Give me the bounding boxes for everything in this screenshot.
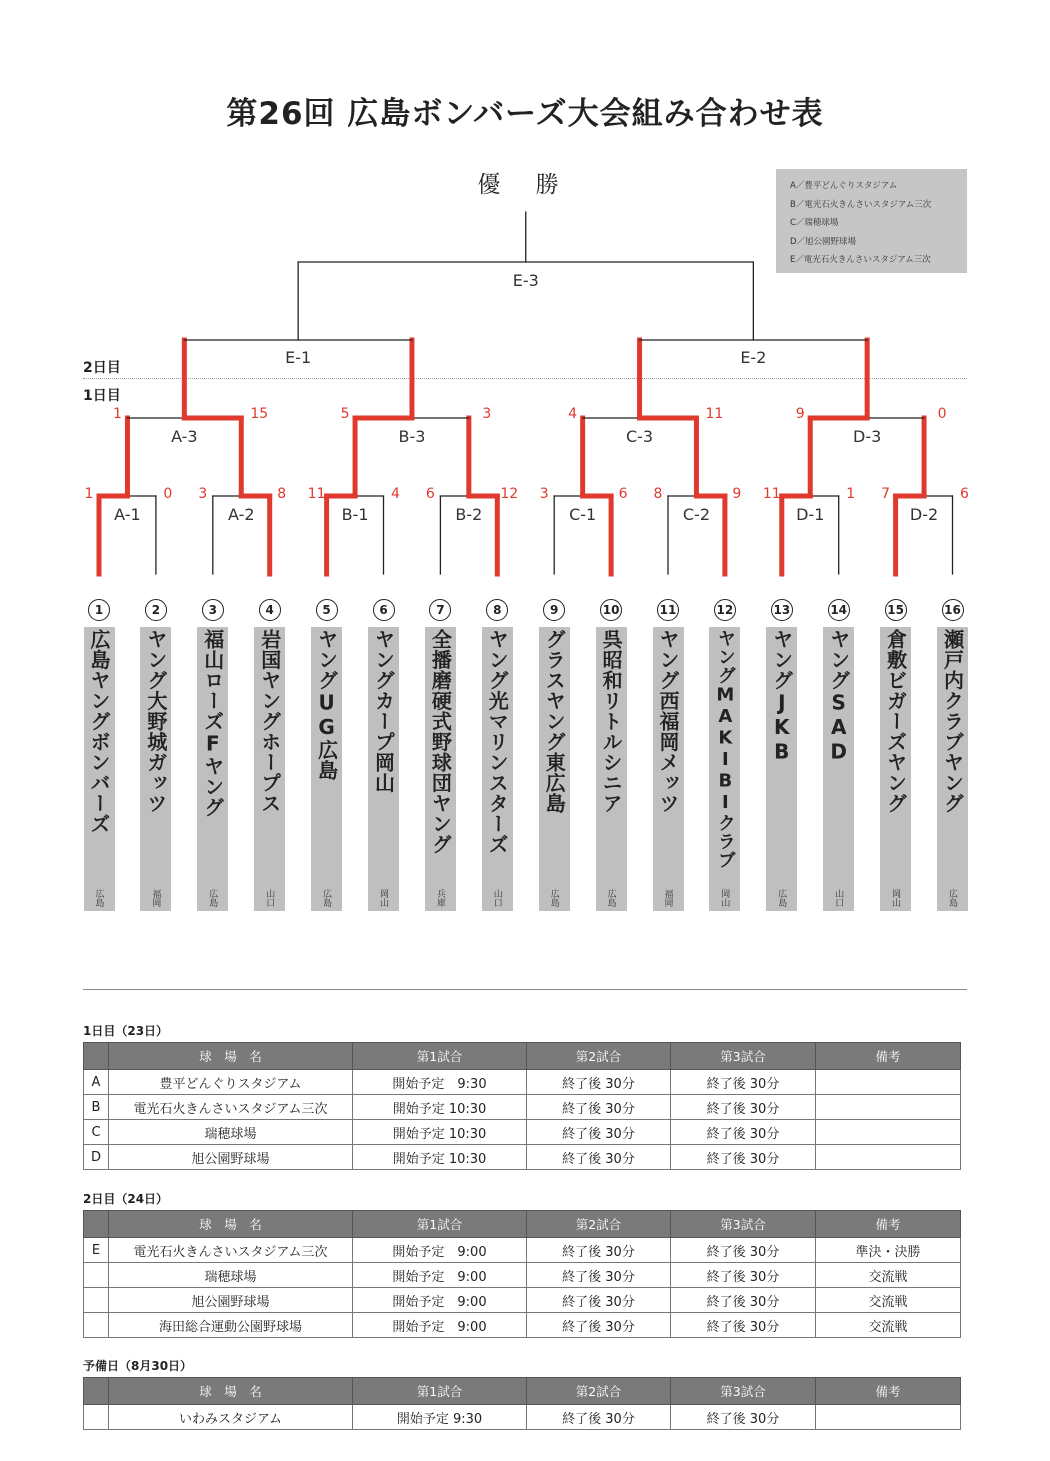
table-header: 球 場 名 xyxy=(109,1211,353,1238)
team-number: 10 xyxy=(600,599,622,621)
team-number: 3 xyxy=(202,599,224,621)
table-header: 第1試合 xyxy=(353,1043,527,1070)
team-number: 2 xyxy=(145,599,167,621)
table-cell: 開始予定 10:30 xyxy=(353,1145,527,1170)
team-name: 全播磨硬式野球団ヤング xyxy=(428,629,453,855)
table-cell xyxy=(84,1313,109,1338)
table-header: 第2試合 xyxy=(527,1043,671,1070)
table-row xyxy=(84,1070,961,1095)
team-name: 瀬戸内クラブヤング xyxy=(940,629,965,814)
team-prefecture: 広島 xyxy=(548,889,559,907)
table-cell: 終了後 30分 xyxy=(671,1238,816,1263)
table-cell xyxy=(816,1095,961,1120)
table-cell: 終了後 30分 xyxy=(527,1238,671,1263)
team-name: 広島ヤングボンバーズ xyxy=(87,629,111,834)
table-cell: 開始予定 9:00 xyxy=(353,1313,527,1338)
team-number: 5 xyxy=(316,599,338,621)
team-number: 14 xyxy=(828,599,850,621)
match-label: B-2 xyxy=(455,505,483,524)
score-label: 3 xyxy=(539,486,549,502)
table-cell: 瑞穂球場 xyxy=(109,1263,353,1288)
table-header: 備考 xyxy=(816,1043,961,1070)
team-prefecture: 岡山 xyxy=(719,889,730,907)
team-card xyxy=(425,627,456,911)
table-cell xyxy=(816,1070,961,1095)
team-card xyxy=(368,627,399,911)
table-cell: 交流戦 xyxy=(816,1263,961,1288)
table-cell: 終了後 30分 xyxy=(671,1405,816,1430)
table-cell: 終了後 30分 xyxy=(527,1145,671,1170)
table-cell: A xyxy=(84,1070,109,1095)
team-prefecture: 広島 xyxy=(93,889,104,907)
table-row xyxy=(84,1238,961,1263)
team-name: ヤング大野城ガッツ xyxy=(143,629,168,814)
match-label: C-3 xyxy=(625,427,654,446)
schedule-table xyxy=(83,1377,961,1430)
legend-item: D／旭公園野球場 xyxy=(790,236,857,247)
team-card xyxy=(311,627,342,911)
score-label: 12 xyxy=(500,486,519,502)
table-cell: 終了後 30分 xyxy=(527,1263,671,1288)
score-label: 4 xyxy=(568,406,578,422)
table-cell xyxy=(816,1405,961,1430)
table-cell: 豊平どんぐりスタジアム xyxy=(109,1070,353,1095)
team-name: 福山ローズFヤング xyxy=(200,629,225,818)
match-label: E-3 xyxy=(512,271,539,290)
table-cell: 交流戦 xyxy=(816,1288,961,1313)
score-label: 6 xyxy=(425,486,435,502)
table-cell xyxy=(816,1120,961,1145)
match-label: A-2 xyxy=(227,505,255,524)
team-name: ヤングカープ岡山 xyxy=(371,629,396,793)
table-cell: 開始予定 9:30 xyxy=(353,1070,527,1095)
table-cell: C xyxy=(84,1120,109,1145)
team-number: 6 xyxy=(373,599,395,621)
table-row xyxy=(84,1120,961,1145)
table-header: 第3試合 xyxy=(671,1378,816,1405)
table-cell: 旭公園野球場 xyxy=(109,1145,353,1170)
team-card xyxy=(482,627,513,911)
team-prefecture: 兵庫 xyxy=(434,889,445,907)
team-card xyxy=(539,627,570,911)
table-cell: 終了後 30分 xyxy=(671,1095,816,1120)
table-header: 第3試合 xyxy=(671,1211,816,1238)
table-cell: 終了後 30分 xyxy=(671,1070,816,1095)
score-label: 9 xyxy=(732,486,742,502)
table-cell xyxy=(84,1288,109,1313)
day1-label: 1日目 xyxy=(83,388,121,404)
team-prefecture: 広島 xyxy=(605,889,616,907)
score-label: 7 xyxy=(881,486,891,502)
match-label: C-1 xyxy=(569,505,597,524)
team-card xyxy=(766,627,797,911)
team-name: 呉昭和リトルシニア xyxy=(599,629,624,814)
table-cell: 終了後 30分 xyxy=(527,1405,671,1430)
score-label: 0 xyxy=(163,486,173,502)
match-label: E-1 xyxy=(285,348,312,367)
table-header: 球 場 名 xyxy=(109,1043,353,1070)
table-cell: E xyxy=(84,1238,109,1263)
score-label: 1 xyxy=(846,486,856,502)
team-number: 8 xyxy=(486,599,508,621)
team-card xyxy=(709,627,740,911)
table-cell: 終了後 30分 xyxy=(671,1313,816,1338)
table-row xyxy=(84,1405,961,1430)
table-cell: 旭公園野球場 xyxy=(109,1288,353,1313)
table-cell: 終了後 30分 xyxy=(671,1145,816,1170)
champion-label: 優 勝 xyxy=(477,172,573,198)
table-cell: 開始予定 9:00 xyxy=(353,1263,527,1288)
score-label: 6 xyxy=(960,486,969,502)
team-name: ヤングSAD xyxy=(826,629,851,764)
table-cell: 準決・決勝 xyxy=(816,1238,961,1263)
team-number: 16 xyxy=(942,599,964,621)
team-name: ヤング光マリンスターズ xyxy=(485,629,510,855)
team-prefecture: 岡山 xyxy=(890,889,901,907)
match-label: B-3 xyxy=(398,427,426,446)
table-cell: 交流戦 xyxy=(816,1313,961,1338)
team-number: 12 xyxy=(714,599,736,621)
team-prefecture: 山口 xyxy=(491,889,502,907)
team-card xyxy=(937,627,968,911)
score-label: 5 xyxy=(340,406,350,422)
table-cell: B xyxy=(84,1095,109,1120)
score-label: 4 xyxy=(391,486,400,502)
table-header: 第3試合 xyxy=(671,1043,816,1070)
score-label: 8 xyxy=(653,486,663,502)
score-label: 15 xyxy=(250,406,269,422)
table-cell xyxy=(84,1263,109,1288)
team-prefecture: 広島 xyxy=(947,889,957,907)
table-cell: 瑞穂球場 xyxy=(109,1120,353,1145)
table-header: 備考 xyxy=(816,1378,961,1405)
table-header xyxy=(84,1043,109,1070)
table-header xyxy=(84,1378,109,1405)
team-name: ヤングJKB xyxy=(769,629,794,764)
score-label: 0 xyxy=(937,406,947,422)
team-name: ヤング西福岡メッツ xyxy=(656,629,680,814)
table-cell: 終了後 30分 xyxy=(527,1120,671,1145)
table-cell: D xyxy=(84,1145,109,1170)
legend-item: E／電光石火きんさいスタジアム三次 xyxy=(790,255,931,265)
table-header xyxy=(84,1211,109,1238)
table-cell: いわみスタジアム xyxy=(109,1405,353,1430)
schedule-day-title: 予備日（8月30日） xyxy=(83,1359,193,1373)
score-label: 1 xyxy=(84,486,94,502)
table-cell: 開始予定 10:30 xyxy=(353,1095,527,1120)
schedule-table xyxy=(83,1210,961,1338)
page-title: 第26回 広島ボンバーズ大会組み合わせ表 xyxy=(226,96,824,132)
team-card xyxy=(254,627,285,911)
table-cell: 電光石火きんさいスタジアム三次 xyxy=(109,1238,353,1263)
team-number: 4 xyxy=(259,599,281,621)
match-label: C-2 xyxy=(682,505,710,524)
schedule-table xyxy=(83,1042,961,1170)
match-label: D-2 xyxy=(909,505,939,524)
team-prefecture: 福岡 xyxy=(150,889,161,907)
table-header: 第1試合 xyxy=(353,1378,527,1405)
table-cell: 終了後 30分 xyxy=(671,1120,816,1145)
team-prefecture: 山口 xyxy=(833,889,844,907)
team-card xyxy=(596,627,627,911)
team-number: 7 xyxy=(429,599,451,621)
score-label: 11 xyxy=(762,486,781,502)
table-row xyxy=(84,1313,961,1338)
score-label: 3 xyxy=(198,486,208,502)
table-cell: 開始予定 10:30 xyxy=(353,1120,527,1145)
table-header: 第1試合 xyxy=(353,1211,527,1238)
team-name: グラスヤング東広島 xyxy=(542,629,567,814)
match-label: D-3 xyxy=(853,427,882,446)
match-label: D-1 xyxy=(796,505,825,524)
table-header: 備考 xyxy=(816,1211,961,1238)
match-label: A-3 xyxy=(171,427,198,446)
team-card xyxy=(84,627,115,911)
team-name: ヤングUG広島 xyxy=(314,629,339,781)
table-header: 球 場 名 xyxy=(109,1378,353,1405)
schedule-day-title: 1日目（23日） xyxy=(83,1024,169,1038)
score-label: 9 xyxy=(795,406,805,422)
team-number: 1 xyxy=(88,599,110,621)
table-cell: 終了後 30分 xyxy=(527,1095,671,1120)
team-card xyxy=(140,627,171,911)
team-name: ヤングMAKIBIクラブ xyxy=(714,629,736,869)
table-row xyxy=(84,1288,961,1313)
table-header: 第2試合 xyxy=(527,1378,671,1405)
table-header: 第2試合 xyxy=(527,1211,671,1238)
team-number: 13 xyxy=(771,599,793,621)
table-cell: 開始予定 9:00 xyxy=(353,1288,527,1313)
legend-item: A／豊平どんぐりスタジアム xyxy=(790,181,898,191)
table-cell: 終了後 30分 xyxy=(671,1288,816,1313)
table-cell xyxy=(816,1145,961,1170)
score-label: 11 xyxy=(307,486,326,502)
team-card xyxy=(197,627,228,911)
schedule-day-title: 2日目（24日） xyxy=(83,1192,169,1206)
team-prefecture: 山口 xyxy=(264,889,275,907)
table-cell: 終了後 30分 xyxy=(527,1070,671,1095)
table-row xyxy=(84,1095,961,1120)
table-cell: 開始予定 9:30 xyxy=(353,1405,527,1430)
team-prefecture: 福岡 xyxy=(662,889,673,907)
score-label: 1 xyxy=(112,406,122,422)
team-prefecture: 広島 xyxy=(207,889,218,907)
table-cell: 終了後 30分 xyxy=(527,1313,671,1338)
team-number: 9 xyxy=(543,599,565,621)
match-label: E-2 xyxy=(740,348,767,367)
table-cell: 終了後 30分 xyxy=(671,1263,816,1288)
team-number: 15 xyxy=(885,599,907,621)
team-card xyxy=(880,627,911,911)
match-label: B-1 xyxy=(341,505,369,524)
team-card xyxy=(823,627,854,911)
table-row xyxy=(84,1263,961,1288)
table-cell: 海田総合運動公園野球場 xyxy=(109,1313,353,1338)
score-label: 11 xyxy=(705,406,724,422)
team-name: 倉敷ビガーズヤング xyxy=(883,629,908,814)
table-cell xyxy=(84,1405,109,1430)
team-prefecture: 広島 xyxy=(321,889,332,907)
section-divider xyxy=(83,989,967,990)
score-label: 6 xyxy=(618,486,628,502)
team-prefecture: 広島 xyxy=(776,889,787,907)
legend-item: B／電光石火きんさいスタジアム三次 xyxy=(790,199,932,210)
legend-item: C／瑞穂球場 xyxy=(790,218,839,228)
score-label: 8 xyxy=(277,486,287,502)
team-prefecture: 岡山 xyxy=(378,889,388,907)
team-number: 11 xyxy=(657,599,679,621)
table-cell: 開始予定 9:00 xyxy=(353,1238,527,1263)
day2-label: 2日目 xyxy=(83,360,121,376)
match-label: A-1 xyxy=(114,505,141,524)
team-card xyxy=(653,627,684,911)
team-name: 岩国ヤングホープス xyxy=(257,629,282,814)
table-cell: 電光石火きんさいスタジアム三次 xyxy=(109,1095,353,1120)
score-label: 3 xyxy=(482,406,492,422)
table-row xyxy=(84,1145,961,1170)
table-cell: 終了後 30分 xyxy=(527,1288,671,1313)
